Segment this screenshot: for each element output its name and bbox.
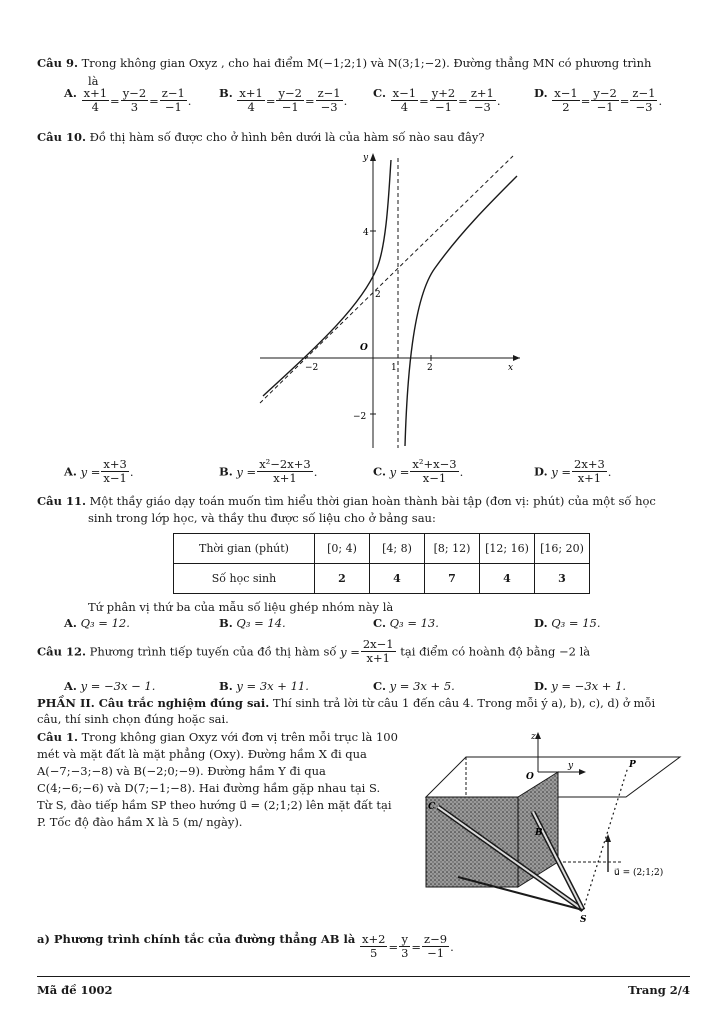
q11-stem-cont: sinh trong lớp học, và thầy thu được số liệu cho ở bảng sau: [88, 511, 436, 525]
q10-option-b[interactable]: B. y = $\frac{\text{x²−2x+3}}{x+1}$ . [219, 457, 318, 486]
q9-option-a[interactable]: A. $\frac{x+1}{4}$ = $\frac{y-2}{3}$ = $\frac{z-1}{-1}$ . [64, 86, 192, 115]
tunnel-figure [418, 727, 688, 927]
y-axis-3d-arrow-icon [579, 769, 586, 775]
q12-option-b[interactable]: B. y = 3x + 11. [219, 679, 309, 693]
p2q1-text: Câu 1. Trong không gian Oxyz với đơn vị trên mỗi trục là 100 mét và mặt đất là mặt phẳng (Oxy). Đường hầm X đi qua A(−7;−3;−8) và B(−2;0;−9). Đường hầm Y đi qua C(4;−6;−6) và D(7;−1;−8). Hai đường hầm gặp nhau tại S. Từ S, đào tiếp hầm SP theo hướng u⃗ = (2;1;2) lên mặt đất tại P. Tốc độ đào hầm X là 5 (m/ ngày). [37, 730, 398, 829]
table-cell: 3 [535, 564, 590, 594]
q11-option-a[interactable]: A. Q₃ = 12. [64, 616, 130, 630]
q9-text: Trong không gian Oxyz , cho hai điểm M(−1;2;1) và N(3;1;−2). Đường thẳng MN có phương trình [81, 56, 652, 70]
s-label: S [580, 915, 587, 925]
q12-option-c[interactable]: C. y = 3x + 5. [373, 679, 455, 693]
graph-left-branch [263, 160, 391, 396]
table-cell: 4 [480, 564, 535, 594]
footer-exam-code: Mã đề 1002 [37, 983, 113, 997]
q10-option-c[interactable]: C. y = $\frac{\text{x²+x−3}}{x-1}$ . [373, 457, 464, 486]
p-label: P [629, 760, 636, 770]
tick-y-4: 4 [363, 228, 369, 238]
tick-x-1: 1 [391, 363, 397, 373]
origin-label-3d: O [526, 772, 534, 782]
tunnel-sp [583, 767, 628, 910]
table-cell: [12; 16) [480, 534, 535, 564]
table-cell: 7 [425, 564, 480, 594]
q11-question: Tứ phân vị thứ ba của mẫu số liệu ghép nhóm này là [88, 600, 394, 614]
tick-y-2: 2 [375, 290, 381, 300]
part2-heading: PHẦN II. Câu trắc nghiệm đúng sai. Thí sinh trả lời từ câu 1 đến câu 4. Trong mỗi ý a), b), c), d) ở mỗi [37, 696, 656, 710]
q11-label: Câu 11. [37, 494, 86, 508]
q9-option-c[interactable]: C. $\frac{x-1}{4}$ = $\frac{y+2}{-1}$ = $\frac{z+1}{-3}$ . [373, 86, 501, 115]
q10-graph [255, 148, 525, 453]
table-header-time: Thời gian (phút) [174, 534, 315, 564]
q12-label: Câu 12. [37, 644, 86, 659]
y-axis-arrow-icon [370, 153, 376, 161]
q9-option-d[interactable]: D. $\frac{x-1}{2}$ = $\frac{y-2}{-1}$ = $\frac{z-1}{-3}$ . [534, 86, 663, 115]
p2q1-item-a: a) Phương trình chính tắc của đường thẳng AB là $\frac{x+2}{5}$ = $\frac{y}{3}$ = $\frac{z-9}{-1}$ . [37, 932, 454, 961]
tick-x-2: 2 [427, 363, 433, 373]
q11-data-table [173, 533, 590, 594]
c-label: C [428, 802, 436, 812]
q10-option-a[interactable]: A. y = $\frac{x+3}{x-1}$ . [64, 457, 134, 486]
x-axis-label: x [508, 363, 514, 373]
table-cell: [16; 20) [535, 534, 590, 564]
table-header-count: Số học sinh [174, 564, 315, 594]
y-label: y [568, 761, 574, 771]
z-label: z [531, 732, 536, 742]
q12-option-d[interactable]: D. y = −3x + 1. [534, 679, 627, 693]
table-row [174, 564, 590, 594]
origin-label: O [360, 343, 368, 353]
q9-option-b[interactable]: B. $\frac{x+1}{4}$ = $\frac{y-2}{-1}$ = $\frac{z-1}{-3}$ . [219, 86, 348, 115]
q10-stem [37, 130, 697, 144]
part2-heading-cont: câu, thí sinh chọn đúng hoặc sai. [37, 712, 229, 726]
z-axis-arrow-icon [535, 732, 541, 739]
table-cell: [8; 12) [425, 534, 480, 564]
b-label: B [535, 828, 543, 838]
vector-u-label: u⃗ = (2;1;2) [614, 868, 664, 878]
x-axis-arrow-icon [513, 355, 520, 361]
q11-option-c[interactable]: C. Q₃ = 13. [373, 616, 439, 630]
q9-stem-cont: là [88, 74, 99, 88]
q9-stem [37, 56, 697, 70]
q11-text: Một thầy giáo dạy toán muốn tìm hiểu thời gian hoàn thành bài tập (đơn vị: phút) của một số học [89, 494, 656, 508]
q12-stem: Câu 12. Phương trình tiếp tuyến của đồ thị hàm số y = $\frac{2x-1}{x+1}$ tại điểm có hoành độ bằng −2 là [37, 637, 591, 666]
graph-right-branch [405, 176, 517, 446]
q10-text: Đồ thị hàm số được cho ở hình bên dưới là của hàm số nào sau đây? [89, 130, 485, 144]
q10-label: Câu 10. [37, 130, 86, 144]
table-row [174, 534, 590, 564]
y-axis-label: y [363, 153, 369, 163]
q10-option-d[interactable]: D. y = $\frac{2x+3}{x+1}$ . [534, 457, 612, 486]
q11-option-b[interactable]: B. Q₃ = 14. [219, 616, 286, 630]
tick-y-minus-2: −2 [353, 412, 367, 422]
p2q1-label: Câu 1. [37, 730, 78, 744]
tick-x-minus-2: −2 [305, 363, 319, 373]
table-cell: [0; 4) [315, 534, 370, 564]
q11-stem [37, 494, 697, 508]
table-cell: [4; 8) [370, 534, 425, 564]
footer-divider [37, 976, 690, 977]
table-cell: 2 [315, 564, 370, 594]
q11-option-d[interactable]: D. Q₃ = 15. [534, 616, 601, 630]
q9-label: Câu 9. [37, 56, 78, 70]
q12-option-a[interactable]: A. y = −3x − 1. [64, 679, 156, 693]
footer-page-number: Trang 2/4 [628, 983, 690, 997]
oblique-asymptote [260, 156, 513, 403]
table-cell: 4 [370, 564, 425, 594]
